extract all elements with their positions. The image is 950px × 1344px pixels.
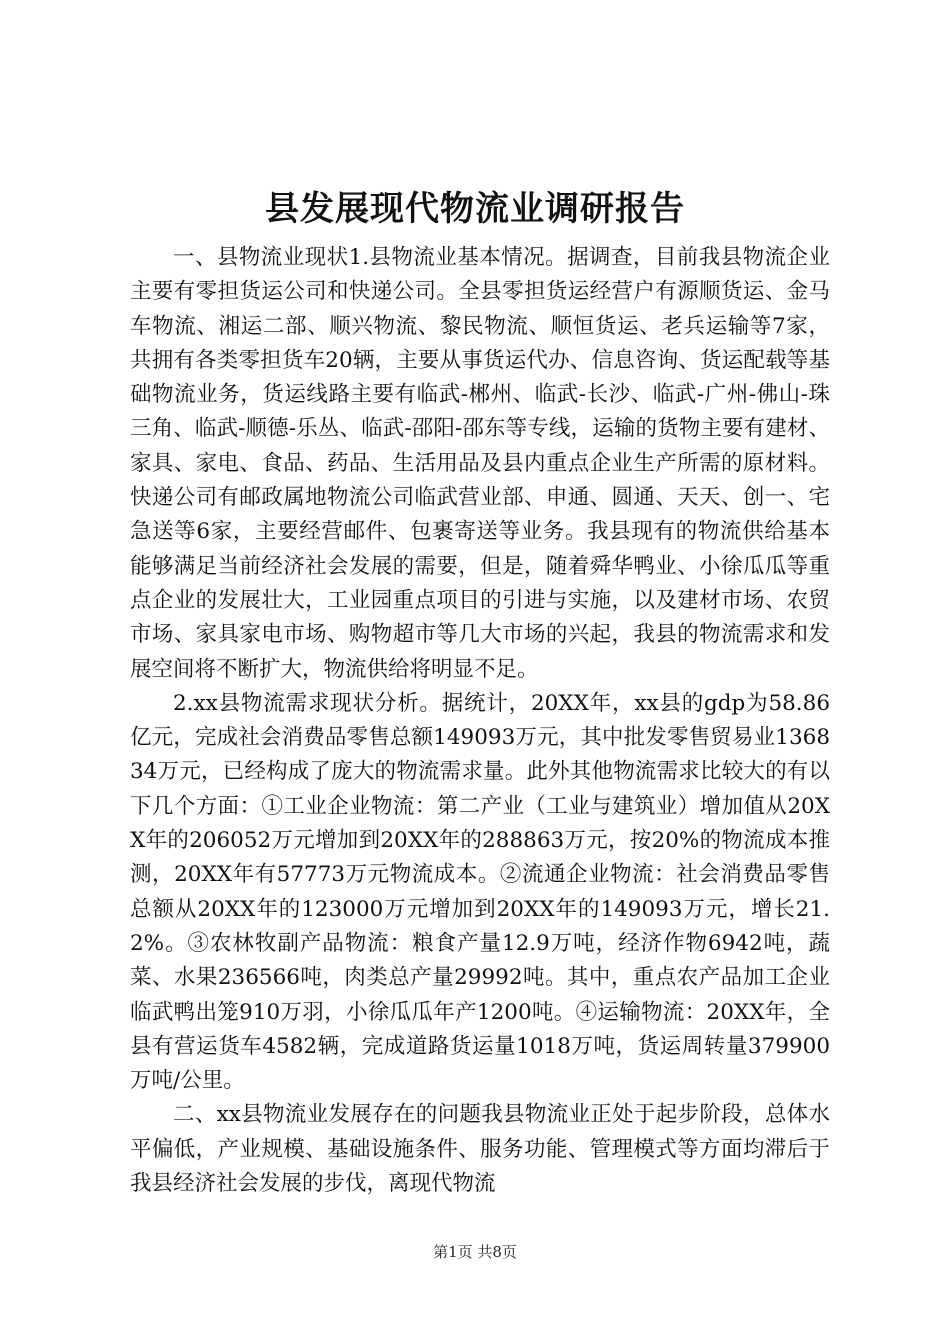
paragraph-3: 二、xx县物流业发展存在的问题我县物流业正处于起步阶段，总体水平偏低，产业规模、基础设施条件、服务功能、管理模式等方面均滞后于我县经济社会发展的步伐，离现代物流	[130, 1102, 830, 1197]
document-body	[130, 241, 830, 1201]
paragraph-2: 2.xx县物流需求现状分析。据统计，20XX年，xx县的gdp为58.86亿元，完成社会消费品零售总额149093万元，其中批发零售贸易业136834万元，已经构成了庞大的物流需求量。此外其他物流需求比较大的有以下几个方面：①工业企业物流：第二产业（工业与建筑业）增加值从20XX年的206052万元增加到20XX年的288863万元，按20%的物流成本推测，20XX年有57773万元物流成本。②流通企业物流：社会消费品零售总额从20XX年的123000万元增加到20XX年的149093万元，增长21.2%。③农林牧副产品物流：粮食产量12.9万吨，经济作物6942吨，蔬菜、水果236566吨，肉类总产量29992吨。其中，重点农产品加工企业临武鸭出笼910万羽，小徐瓜瓜年产1200吨。④运输物流：20XX年，全县有营运货车4582辆，完成道路货运量1018万吨，货运周转量379900万吨/公里。	[130, 690, 830, 1094]
document-title: 县发展现代物流业调研报告	[265, 189, 685, 229]
page-number-footer: 第1页 共8页	[433, 1243, 517, 1261]
paragraph-1: 一、县物流业现状1.县物流业基本情况。据调查，目前我县物流企业主要有零担货运公司和快递公司。全县零担货运经营户有源顺货运、金马车物流、湘运二部、顺兴物流、黎民物流、顺恒货运、老兵运输等7家，共拥有各类零担货车20辆，主要从事货运代办、信息咨询、货运配载等基础物流业务，货运线路主要有临武-郴州、临武-长沙、临武-广州-佛山-珠三角、临武-顺德-乐丛、临武-邵阳-邵东等专线，运输的货物主要有建材、家具、家电、食品、药品、生活用品及县内重点企业生产所需的原材料。快递公司有邮政属地物流公司临武营业部、申通、圆通、天天、创一、宅急送等6家，主要经营邮件、包裹寄送等业务。我县现有的物流供给基本能够满足当前经济社会发展的需要，但是，随着舜华鸭业、小徐瓜瓜等重点企业的发展壮大，工业园重点项目的引进与实施，以及建材市场、农贸市场、家具家电市场、购物超市等几大市场的兴起，我县的物流需求和发展空间将不断扩大，物流供给将明显不足。	[130, 245, 830, 682]
